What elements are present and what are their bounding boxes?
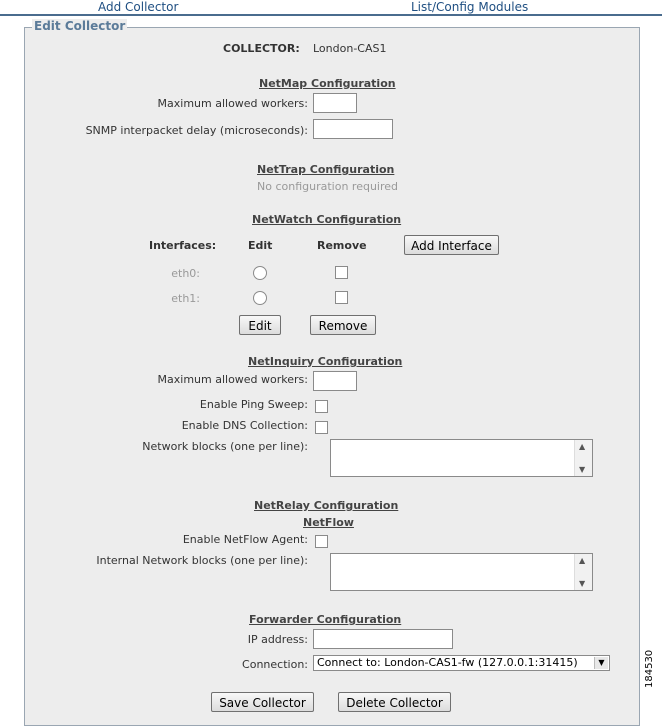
textarea-scrollbar[interactable] (574, 554, 592, 590)
netrelay-heading: NetRelay Configuration (254, 499, 399, 512)
netinquiry-max-workers-input[interactable] (313, 371, 357, 391)
netflow-subheading: NetFlow (303, 516, 354, 529)
interface-edit-radio[interactable] (253, 291, 267, 305)
connection-selected-value: Connect to: London-CAS1-fw (127.0.0.1:31415) (317, 656, 578, 669)
scroll-down-icon[interactable]: ▼ (579, 579, 586, 588)
ping-sweep-checkbox[interactable] (315, 400, 328, 413)
save-collector-button[interactable]: Save Collector (211, 692, 314, 712)
remove-interface-button[interactable]: Remove (310, 315, 376, 335)
interface-remove-checkbox[interactable] (335, 266, 348, 279)
connection-label: Connection: (242, 658, 308, 671)
remove-column-header: Remove (317, 239, 367, 252)
edit-interface-button[interactable]: Edit (239, 315, 281, 335)
panel-legend: Edit Collector (34, 19, 126, 33)
netinquiry-heading: NetInquiry Configuration (248, 355, 403, 368)
network-blocks-textarea[interactable] (330, 439, 593, 477)
internal-network-blocks-textarea[interactable] (330, 553, 593, 591)
textarea-scrollbar[interactable] (574, 440, 592, 476)
netflow-agent-checkbox[interactable] (315, 535, 328, 548)
add-collector-link[interactable]: Add Collector (98, 0, 179, 14)
connection-select[interactable] (313, 655, 610, 671)
internal-network-blocks-label: Internal Network blocks (one per line): (96, 554, 308, 567)
chevron-down-icon[interactable]: ▼ (594, 657, 608, 669)
list-config-modules-link[interactable]: List/Config Modules (411, 0, 529, 14)
netflow-agent-label: Enable NetFlow Agent: (182, 533, 308, 546)
snmp-delay-label: SNMP interpacket delay (microseconds): (85, 124, 308, 137)
nettrap-note: No configuration required (257, 180, 399, 193)
interface-remove-checkbox[interactable] (335, 291, 348, 304)
scroll-down-icon[interactable]: ▼ (579, 465, 586, 474)
interface-edit-radio[interactable] (253, 266, 267, 280)
netmap-heading: NetMap Configuration (259, 77, 396, 90)
add-interface-button[interactable]: Add Interface (404, 235, 499, 255)
interfaces-column-header: Interfaces: (149, 239, 217, 252)
interface-name: eth1: (171, 292, 200, 305)
ip-address-label: IP address: (247, 633, 308, 646)
collector-name: London-CAS1 (313, 42, 387, 55)
figure-code: 184530 (644, 649, 655, 688)
netmap-max-workers-input[interactable] (313, 93, 357, 113)
interface-name: eth0: (171, 267, 200, 280)
ping-sweep-label: Enable Ping Sweep: (199, 398, 308, 411)
netmap-max-workers-label: Maximum allowed workers: (157, 97, 308, 110)
dns-collection-checkbox[interactable] (315, 421, 328, 434)
collector-label: COLLECTOR: (223, 42, 300, 55)
scroll-up-icon[interactable]: ▲ (579, 442, 586, 451)
nettrap-heading: NetTrap Configuration (257, 163, 395, 176)
dns-collection-label: Enable DNS Collection: (181, 419, 308, 432)
delete-collector-button[interactable]: Delete Collector (338, 692, 451, 712)
scroll-up-icon[interactable]: ▲ (579, 556, 586, 565)
ip-address-input[interactable] (313, 629, 453, 649)
netwatch-heading: NetWatch Configuration (252, 213, 402, 226)
nav-divider (0, 14, 662, 16)
netinquiry-max-workers-label: Maximum allowed workers: (157, 373, 308, 386)
edit-column-header: Edit (248, 239, 273, 252)
network-blocks-label: Network blocks (one per line): (142, 440, 308, 453)
snmp-delay-input[interactable] (313, 119, 393, 139)
forwarder-heading: Forwarder Configuration (249, 613, 402, 626)
